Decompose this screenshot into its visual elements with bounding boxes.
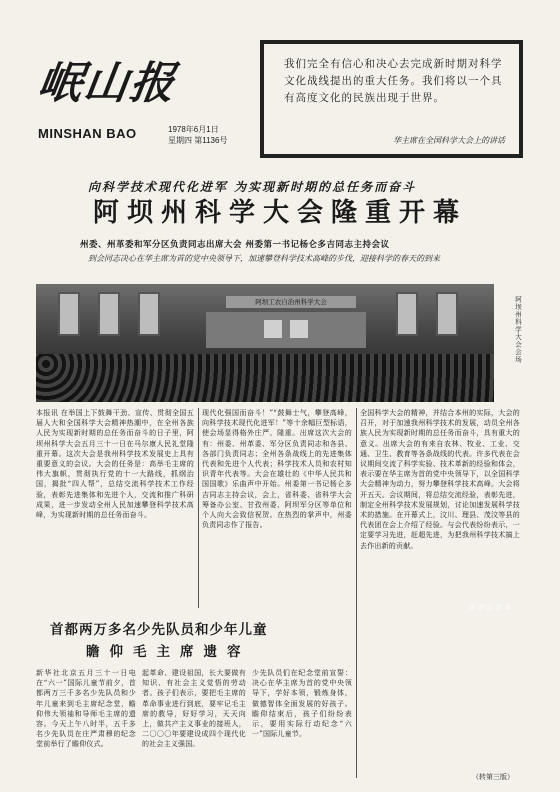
photo-stage: [206, 312, 366, 348]
subheadline: 州委、州革委和军分区负责同志出席大会 州委第一书记杨仑多吉同志主持会议: [80, 240, 390, 250]
photo-window: [58, 292, 80, 336]
photo-window: [138, 292, 160, 336]
photo-caption: 阿坝州科学大会会场: [514, 296, 522, 364]
quote-box: [260, 40, 523, 158]
column-rule: [198, 408, 199, 608]
newspaper-logo: 岷山报: [34, 58, 180, 109]
quote-attribution: 华主席在全国科学大会上的讲话: [393, 136, 505, 145]
lower-headline-1: 首都两万多名少先队员和少年儿童: [50, 622, 268, 638]
lower-headline-2: 瞻仰毛主席遗容: [86, 644, 251, 660]
photo-portrait: [264, 320, 282, 338]
main-headline: 阿坝州科学大会隆重开幕: [92, 198, 467, 228]
photo-crowd: [36, 354, 494, 402]
issue-weekday: 星期四: [168, 136, 192, 145]
photo-window: [98, 292, 120, 336]
column-rule: [356, 408, 357, 778]
article-column-2: 现代化强国而奋斗！”“鼓舞士气，攀登高峰，向科学技术现代化进军！”等十余幅巨型标语，使会场显得格外庄严、隆重。出席这次大会的有：州委、州革委、军分区负责同志和各县、各部门负责同志；全州各条战线上的先进集体代表和先进个人代表；科学技术人员和农村知识青年代表等。大会在雄壮的《中华人民共和国国歌》乐曲声中开始。州委第一书记杨仑多吉同志主持会议，会上，省科委、省科学大会筹备办公室、甘孜州委、阿坝军分区等单位和个人向大会致信祝贺。在热烈的掌声中，州委负责同志作了报告。: [202, 409, 352, 530]
photo-banner: 阿坝工农自治州科学大会: [226, 296, 356, 308]
photo-credit: 本报记者摄: [467, 604, 511, 611]
photo-window: [396, 292, 418, 336]
kicker-line: 向科学技术现代化进军 为实现新时期的总任务而奋斗: [88, 180, 417, 194]
issue-info: [168, 124, 268, 146]
masthead: [34, 40, 523, 168]
issue-date: 1978年6月1日: [168, 125, 219, 134]
deck-line: 到会同志决心在华主席为首的党中央领导下，加速攀登科学技术高峰的步伐，迎接科学的春天的到来: [88, 254, 440, 263]
continued-note: （转第三版）: [472, 773, 514, 781]
lower-column-1: 新华社北京五月三十一日电 在“六一”国际儿童节前夕，首都两万三千多名少先队员和少年儿童来到毛主席纪念堂，瞻仰伟大领袖和导师毛主席的遗容。今天上午八时半，五千多名少先队员在庄严肃穆的纪念堂前举行了瞻仰仪式。: [36, 669, 136, 749]
lower-column-3: 少先队员们在纪念堂前宣誓：决心在华主席为首的党中央领导下，学好本领，锻炼身体，做德智体全面发展的好孩子。瞻仰结束后，孩子们纷纷表示，要用实际行动纪念“六一”国际儿童节。: [252, 669, 352, 739]
quote-text: 我们完全有信心和决心去完成新时期对科学文化战线提出的重大任务。我们将以一个具有高度文化的民族出现于世界。: [284, 58, 503, 104]
photo-window: [436, 292, 458, 336]
lower-column-2: 起革命、建设祖国，长大要做有知识、有社会主义觉悟的劳动者。孩子们表示，要把毛主席的革命事业进行到底，要牢记毛主席的教导，好好学习，天天向上，做共产主义事业的接班人，二〇〇〇年要建设成四个现代化的社会主义强国。: [142, 669, 246, 749]
photo-portrait: [290, 320, 308, 338]
article-column-1: 本报讯 在举国上下鼓舞干劲、宣传、贯彻全国五届人大和全国科学大会精神热潮中，在全州各族人民为实现新时期的总任务而奋斗的日子里，阿坝州科学大会五月三十一日在马尔康人民礼堂隆重开幕。这次大会是我州科学技术发展史上具有重要意义的会议。大会的任务是：高举毛主席的伟大旗帜，贯彻执行党的十一大路线，抓纲治国，揭批“四人帮”，总结交流科学技术工作经验，表彰先进集体和先进个人，交流和推广科研成果，进一步发动全州人民加速攀登科学技术高峰，为实现新时期的总任务而奋斗。: [36, 409, 194, 520]
newspaper-latin-name: MINSHAN BAO: [38, 126, 137, 141]
article-column-3: 全国科学大会的精神，并结合本州的实际，大会的召开，对于加速我州科学技术的发展，动员全州各族人民为实现新时期的总任务而奋斗，具有重大的意义。出席大会的有来自农林、牧业、工业、交通、卫生、教育等各条战线的代表。许多代表在会议期间交流了科学实验、技术革新的经验和体会，表示要在华主席为首的党中央领导下，以全国科学大会精神为动力，努力攀登科学技术高峰。大会将开五天。会议期间，将总结交流经验，表彰先进，制定全州科学技术发展规划，讨论加速发展科学技术的措施。在开幕式上，汶川、理县、茂汶等县的代表团在会上介绍了经验。与会代表纷纷表示，一定要学习先进，赶超先进，为把我州科学技术搞上去作出新的贡献。: [360, 409, 520, 550]
issue-number: 第1136号: [194, 136, 228, 145]
